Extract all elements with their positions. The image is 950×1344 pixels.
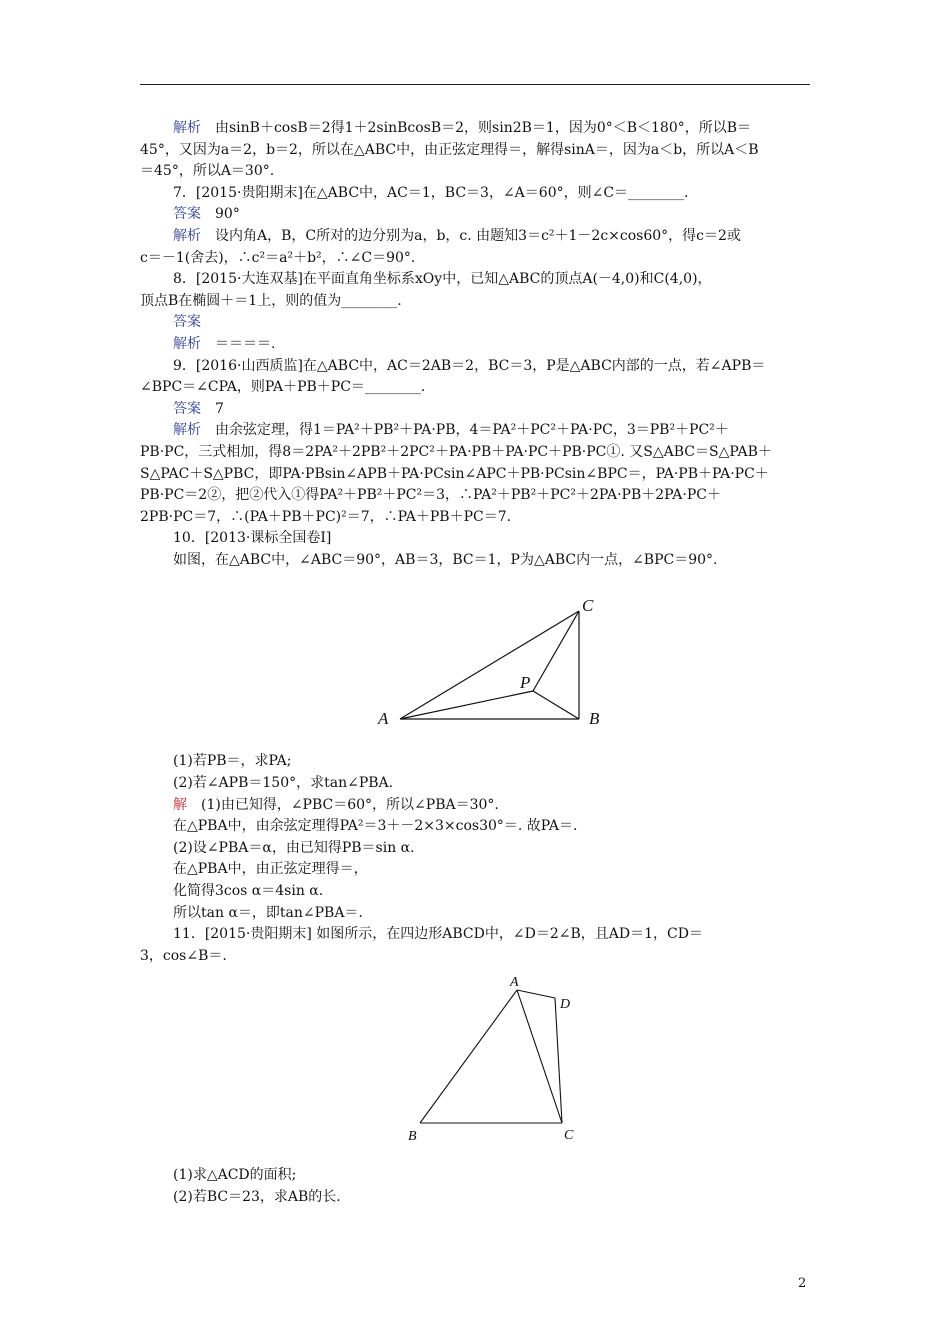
text-line — [140, 773, 815, 795]
line-text: (1)求△ACD的面积; — [173, 1167, 297, 1184]
line-text: ＝45°，所以A＝30°. — [140, 163, 275, 180]
label-c: C — [564, 1128, 574, 1143]
text-block-b — [140, 751, 815, 967]
text-line — [140, 881, 815, 903]
line-text: 8．[2015·大连双基]在平面直角坐标系xOy中，已知△ABC的顶点A(－4,0)和C(4,0)， — [173, 271, 712, 288]
segment-pb — [533, 691, 579, 719]
segment-pa — [400, 691, 533, 719]
text-line — [140, 312, 815, 334]
text-line — [140, 399, 815, 421]
text-line — [140, 334, 815, 356]
line-text: (1)若PB＝，求PA; — [173, 753, 292, 770]
line-text: 化简得3cos α＝4sin α. — [173, 883, 324, 900]
text-line — [140, 816, 815, 838]
text-line — [140, 528, 815, 550]
text-line — [140, 507, 815, 529]
line-text: 如图，在△ABC中，∠ABC＝90°，AB＝3，BC＝1，P为△ABC内一点，∠BPC＝90°. — [173, 551, 718, 568]
line-text: 设内角A，B，C所对的边分别为a，b，c. 由题知3＝c²＋1－2c×cos60°，得c＝2或 — [201, 227, 741, 244]
text-line — [140, 903, 815, 925]
text-block-a — [140, 118, 815, 571]
line-text: (2)设∠PBA＝α，由已知得PB＝sin α. — [173, 839, 415, 856]
text-line — [140, 291, 815, 313]
label-tag: 解析 — [173, 227, 201, 244]
line-text: 10．[2013·课标全国卷Ⅰ] — [173, 530, 332, 547]
line-text: 所以tan α＝，即tan∠PBA＝. — [173, 904, 363, 921]
line-text: 9．[2016·山西质监]在△ABC中，AC＝2AB＝2，BC＝3，P是△ABC内部的一点，若∠APB＝ — [173, 357, 766, 374]
line-text: 由sinB＋cosB＝2得1＋2sinBcosB＝2，则sin2B＝1，因为0°＜B＜180°，所以B＝ — [201, 120, 752, 136]
line-text: 3，cos∠B＝. — [140, 947, 227, 964]
line-text: 45°，又因为a＝2，b＝2，所以在△ABC中，由正弦定理得＝，解得sinA＝，因为a＜b，所以A＜B — [140, 141, 759, 158]
text-line — [140, 118, 815, 140]
text-line — [140, 269, 815, 291]
text-block-c — [140, 1165, 815, 1208]
line-text: (2)若∠APB＝150°，求tan∠PBA. — [173, 775, 394, 792]
text-line — [140, 751, 815, 773]
segment-ab — [420, 990, 517, 1123]
line-text: (1)由已知得，∠PBC＝60°，所以∠PBA＝30°. — [187, 796, 499, 813]
figure-quadrilateral-abcd — [400, 970, 590, 1150]
label-b: B — [589, 709, 600, 728]
text-line — [140, 1187, 815, 1209]
line-text: 在△PBA中，由余弦定理得PA²＝3＋－2×3×cos30°＝. 故PA＝. — [173, 818, 578, 835]
text-line — [140, 377, 815, 399]
label-tag: 答案 — [173, 206, 201, 223]
label-tag: 解析 — [173, 120, 201, 136]
line-text: S△PAC＋S△PBC，即PA·PBsin∠APB＋PA·PCsin∠APC＋PB·PCsin∠BPC＝，PA·PB＋PA·PC＋ — [140, 465, 769, 482]
segment-pc — [533, 611, 579, 691]
text-line — [140, 859, 815, 881]
label-tag: 解析 — [173, 335, 201, 352]
label-d: D — [560, 997, 571, 1012]
label-p: P — [520, 673, 531, 692]
header-rule — [140, 84, 810, 85]
text-line — [140, 356, 815, 378]
line-text: c＝－1(舍去)，∴c²＝a²＋b²，∴∠C＝90°. — [140, 249, 416, 266]
line-text: 7 — [201, 400, 224, 417]
label-a: A — [378, 709, 389, 728]
text-line — [140, 485, 815, 507]
label-tag: 答案 — [173, 400, 201, 417]
line-text: 7．[2015·贵阳期末]在△ABC中，AC＝1，BC＝3，∠A＝60°，则∠C＝________. — [173, 184, 689, 201]
line-text: 顶点B在椭圆＋＝1上，则的值为________. — [140, 292, 402, 309]
label-tag: 解析 — [173, 422, 201, 439]
label-c: C — [582, 596, 594, 615]
line-text: 由余弦定理，得1＝PA²＋PB²＋PA·PB，4＝PA²＋PC²＋PA·PC，3＝PB²＋PC²＋ — [201, 422, 729, 439]
text-line — [140, 550, 815, 572]
line-text: 90° — [201, 206, 240, 223]
label-b: B — [408, 1129, 417, 1144]
text-line — [140, 226, 815, 248]
text-line — [140, 795, 815, 817]
text-line — [140, 1165, 815, 1187]
text-line — [140, 420, 815, 442]
line-text: 11．[2015·贵阳期末] 如图所示，在四边形ABCD中，∠D＝2∠B，且AD＝1，CD＝ — [173, 926, 703, 943]
label-a: A — [510, 975, 519, 990]
figure-triangle-abc-p — [370, 590, 620, 735]
line-text: PB·PC，三式相加，得8＝2PA²＋2PB²＋2PC²＋PA·PB＋PA·PC＋PB·PC①. 又S△ABC＝S△PAB＋ — [140, 443, 772, 460]
text-line — [140, 204, 815, 226]
line-text: ∠BPC＝∠CPA，则PA＋PB＋PC＝________. — [140, 379, 426, 396]
text-line — [140, 183, 815, 205]
text-line — [140, 442, 815, 464]
line-text: (2)若BC＝23，求AB的长. — [173, 1189, 341, 1205]
text-line — [140, 838, 815, 860]
label-tag: 答案 — [173, 314, 201, 331]
label-tag: 解 — [173, 796, 187, 813]
text-line — [140, 464, 815, 486]
line-text: ＝＝＝＝. — [201, 335, 276, 352]
text-line — [140, 161, 815, 183]
line-text: PB·PC＝2②，把②代入①得PA²＋PB²＋PC²＝3，∴PA²＋PB²＋PC²＋2PA·PB＋2PA·PC＋ — [140, 487, 721, 504]
text-line — [140, 140, 815, 162]
page-number: 2 — [798, 1276, 807, 1291]
text-line — [140, 248, 815, 270]
text-line — [140, 946, 815, 968]
line-text: 在△PBA中，由正弦定理得＝， — [173, 861, 368, 878]
text-line — [140, 924, 815, 946]
segment-ad — [517, 990, 555, 998]
line-text: 2PB·PC＝7，∴(PA＋PB＋PC)²＝7，∴PA＋PB＋PC＝7. — [140, 508, 512, 525]
